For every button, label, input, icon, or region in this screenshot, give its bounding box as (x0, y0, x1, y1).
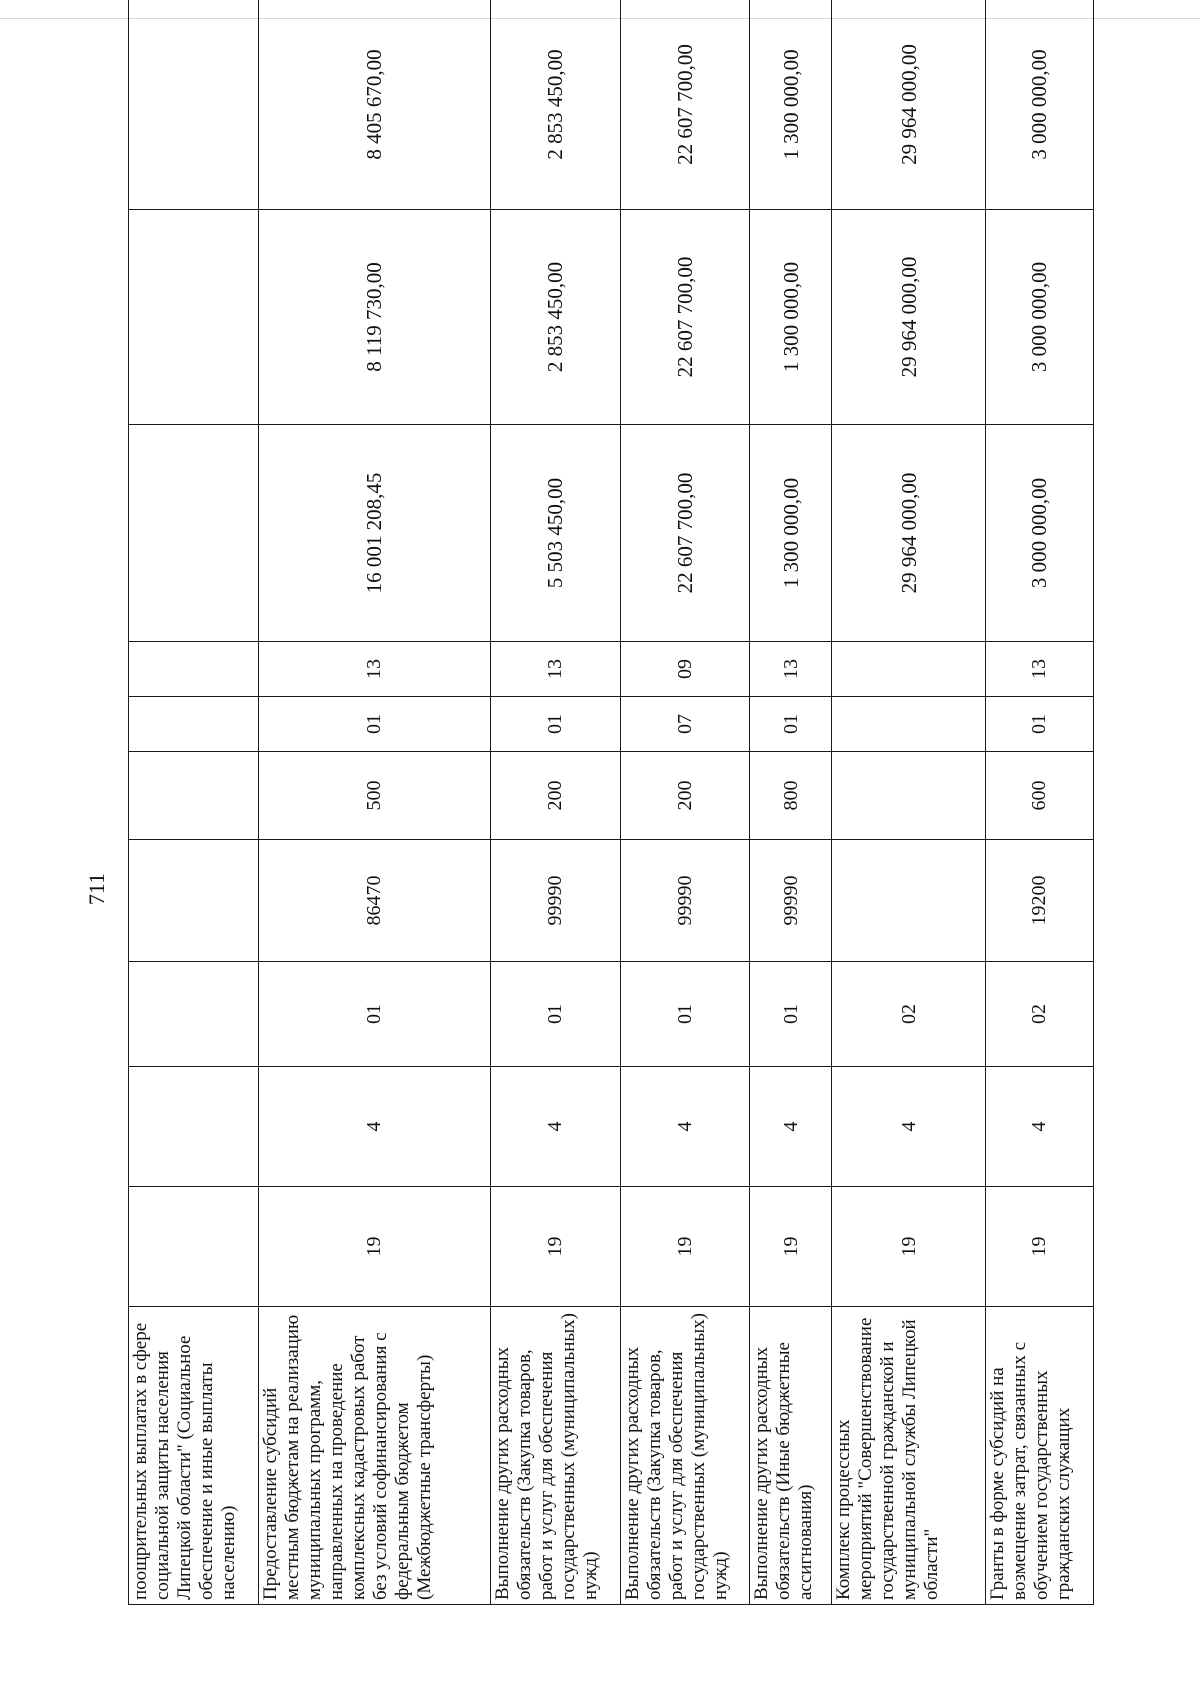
amount-year-2-cell: 3 000 000,00 (985, 210, 1093, 425)
measure-code-cell (129, 962, 259, 1067)
amount-year-1-cell: 1 300 000,00 (750, 425, 832, 642)
description-cell: Выполнение других расходных обязательств (Иные бюджетные ассигнования) (750, 1307, 832, 1605)
amount-year-2-cell: 1 300 000,00 (750, 210, 832, 425)
table-row (985, 0, 1093, 1605)
section-cell: 01 (985, 697, 1093, 752)
expense-type-cell: 200 (620, 752, 750, 840)
subprogram-code-cell: 4 (258, 1067, 490, 1187)
amount-year-1-cell (129, 425, 259, 642)
table-row (258, 0, 490, 1605)
program-code-cell: 19 (750, 1187, 832, 1307)
section-cell: 01 (750, 697, 832, 752)
amount-year-1-cell: 3 000 000,00 (985, 425, 1093, 642)
direction-code-cell (129, 840, 259, 962)
subsection-cell: 13 (258, 642, 490, 697)
description-cell: Предоставление субсидий местным бюджетам на реализацию муниципальных программ, направленных на проведение комплексных кадастровых работ без условий софинансирования с федеральным бюджетом (Межбюджетные трансферты) (258, 1307, 490, 1605)
subsection-cell: 13 (985, 642, 1093, 697)
amount-year-3-cell: 29 964 000,00 (832, 0, 985, 210)
measure-code-cell: 01 (258, 962, 490, 1067)
program-code-cell: 19 (491, 1187, 621, 1307)
direction-code-cell: 99990 (620, 840, 750, 962)
measure-code-cell: 01 (620, 962, 750, 1067)
program-code-cell: 19 (258, 1187, 490, 1307)
measure-code-cell: 01 (750, 962, 832, 1067)
table-row (491, 0, 621, 1605)
expense-type-cell (832, 752, 985, 840)
section-cell (129, 697, 259, 752)
direction-code-cell: 86470 (258, 840, 490, 962)
section-cell: 01 (491, 697, 621, 752)
amount-year-1-cell: 29 964 000,00 (832, 425, 985, 642)
subsection-cell: 13 (491, 642, 621, 697)
subprogram-code-cell (129, 1067, 259, 1187)
expense-type-cell: 600 (985, 752, 1093, 840)
amount-year-3-cell: 22 607 700,00 (620, 0, 750, 210)
description-cell: Выполнение других расходных обязательств (Закупка товаров, работ и услуг для обеспечения государственных (муниципальных) нужд) (620, 1307, 750, 1605)
direction-code-cell (832, 840, 985, 962)
amount-year-3-cell: 8 405 670,00 (258, 0, 490, 210)
subprogram-code-cell: 4 (832, 1067, 985, 1187)
direction-code-cell: 99990 (750, 840, 832, 962)
subsection-cell: 09 (620, 642, 750, 697)
expense-type-cell: 200 (491, 752, 621, 840)
table-row (129, 0, 259, 1605)
table-row (750, 0, 832, 1605)
subsection-cell (129, 642, 259, 697)
amount-year-2-cell: 2 853 450,00 (491, 210, 621, 425)
measure-code-cell: 01 (491, 962, 621, 1067)
section-cell (832, 697, 985, 752)
direction-code-cell: 19200 (985, 840, 1093, 962)
description-cell: Комплекс процессных мероприятий "Совершенствование государственной гражданской и муниципальной службы Липецкой области" (832, 1307, 985, 1605)
amount-year-2-cell: 29 964 000,00 (832, 210, 985, 425)
amount-year-2-cell: 8 119 730,00 (258, 210, 490, 425)
section-cell: 01 (258, 697, 490, 752)
amount-year-1-cell: 16 001 208,45 (258, 425, 490, 642)
program-code-cell: 19 (832, 1187, 985, 1307)
amount-year-2-cell (129, 210, 259, 425)
amount-year-1-cell: 5 503 450,00 (491, 425, 621, 642)
amount-year-3-cell (129, 0, 259, 210)
subsection-cell (832, 642, 985, 697)
amount-year-1-cell: 22 607 700,00 (620, 425, 750, 642)
amount-year-2-cell: 22 607 700,00 (620, 210, 750, 425)
program-code-cell (129, 1187, 259, 1307)
direction-code-cell: 99990 (491, 840, 621, 962)
expense-type-cell: 800 (750, 752, 832, 840)
subprogram-code-cell: 4 (750, 1067, 832, 1187)
expense-type-cell (129, 752, 259, 840)
amount-year-3-cell: 3 000 000,00 (985, 0, 1093, 210)
description-cell: поощрительных выплатах в сфере социальной защиты населения Липецкой области" (Социальное обеспечение и иные выплаты населению) (129, 1307, 259, 1605)
program-code-cell: 19 (620, 1187, 750, 1307)
description-cell: Гранты в форме субсидий на возмещение затрат, связанных с обучением государственных гражданских служащих (985, 1307, 1093, 1605)
amount-year-3-cell: 2 853 450,00 (491, 0, 621, 210)
expense-type-cell: 500 (258, 752, 490, 840)
table-row (620, 0, 750, 1605)
amount-year-3-cell: 1 300 000,00 (750, 0, 832, 210)
page-number: 711 (84, 872, 109, 906)
table-row (832, 0, 985, 1605)
budget-table (128, 0, 1094, 1605)
section-cell: 07 (620, 697, 750, 752)
rotated-table-wrapper (128, 0, 1094, 1605)
description-cell: Выполнение других расходных обязательств (Закупка товаров, работ и услуг для обеспечения государственных (муниципальных) нужд) (491, 1307, 621, 1605)
program-code-cell: 19 (985, 1187, 1093, 1307)
subsection-cell: 13 (750, 642, 832, 697)
subprogram-code-cell: 4 (985, 1067, 1093, 1187)
measure-code-cell: 02 (985, 962, 1093, 1067)
measure-code-cell: 02 (832, 962, 985, 1067)
subprogram-code-cell: 4 (620, 1067, 750, 1187)
subprogram-code-cell: 4 (491, 1067, 621, 1187)
